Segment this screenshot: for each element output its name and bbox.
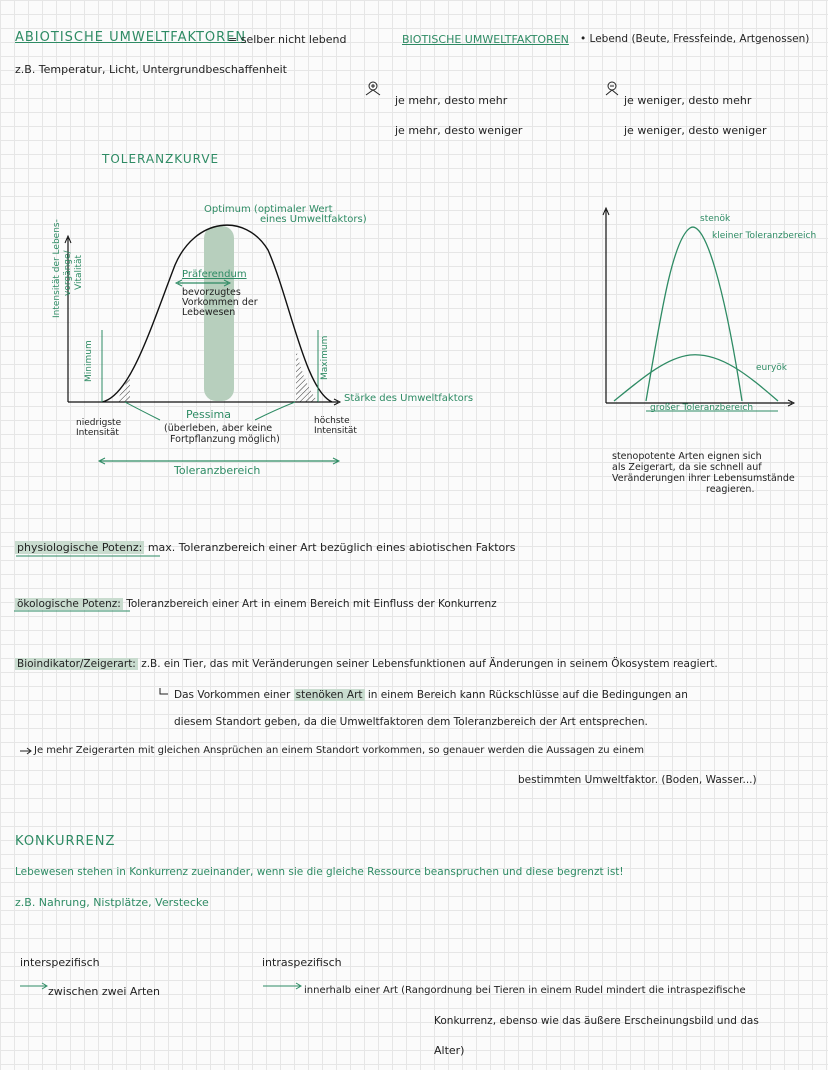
plus-relation-1: je mehr, desto mehr xyxy=(395,94,508,107)
oek-text: Toleranzbereich einer Art in einem Bereich mit Einfluss der Konkurrenz xyxy=(126,598,497,610)
x-axis-label: Stärke des Umweltfaktors xyxy=(344,393,474,404)
pessimum-hatch-right xyxy=(296,348,318,402)
arrow-icon xyxy=(20,748,31,754)
intraspecific-desc-3: Alter) xyxy=(434,1044,465,1057)
praeferendum-desc-2: Vorkommen der xyxy=(182,297,258,308)
minus-icon xyxy=(606,82,618,95)
plus-icon xyxy=(366,82,380,95)
inter-arrow-icon xyxy=(20,983,47,989)
interspecific-desc: zwischen zwei Arten xyxy=(48,985,161,998)
physiological-potency-row xyxy=(15,541,516,555)
bioindicator-row xyxy=(15,658,718,671)
praeferendum-desc-1: bevorzugtes xyxy=(182,287,241,298)
high-intensity-2: Intensität xyxy=(314,426,357,436)
euryoek-label: euryök xyxy=(756,363,787,373)
pessima-desc-2: Fortpflanzung möglich) xyxy=(170,434,280,445)
plus-relation-2: je mehr, desto weniger xyxy=(395,124,523,137)
low-intensity-1: niedrigste xyxy=(76,418,122,428)
large-range-label: großer Toleranzbereich xyxy=(650,403,754,413)
intraspecific-desc-1: innerhalb einer Art (Rangordnung bei Tieren in einem Rudel mindert die intraspezifische xyxy=(304,985,746,996)
intraspecific-desc-2: Konkurrenz, ebenso wie das äußere Erscheinungsbild und das xyxy=(434,1015,759,1027)
minus-relation-1: je weniger, desto mehr xyxy=(624,94,752,107)
tolerance-range-label: Toleranzbereich xyxy=(174,464,261,477)
stenoek-curve xyxy=(646,227,742,401)
y-axis-label-1: Intensität der Lebens- xyxy=(52,219,62,318)
pessima-label: Pessima xyxy=(186,408,231,421)
y-axis-label-2: vorgänge/ xyxy=(63,250,73,296)
abiotic-title: ABIOTISCHE UMWELTFAKTOREN xyxy=(15,30,247,45)
minus-relation-2: je weniger, desto weniger xyxy=(624,124,767,137)
interspecific-title: interspezifisch xyxy=(20,956,100,969)
arrow-line-1: Je mehr Zeigerarten mit gleichen Ansprüchen an einem Standort vorkommen, so genauer werden die Aussagen zu einem xyxy=(34,745,644,756)
bioindicator-line-2 xyxy=(174,689,688,702)
konkurrenz-title: KONKURRENZ xyxy=(15,834,116,849)
bio-line2-a: Das Vorkommen einer xyxy=(174,689,291,701)
pessimum-hatch-left xyxy=(116,372,130,402)
konkurrenz-examples: z.B. Nahrung, Nistplätze, Verstecke xyxy=(15,896,209,909)
phys-text: max. Toleranzbereich einer Art bezüglich eines abiotischen Faktors xyxy=(147,541,516,554)
steno-note-3: Veränderungen ihrer Lebensumstände xyxy=(612,473,795,484)
oek-term: ökologische Potenz: xyxy=(17,598,121,610)
konkurrenz-definition: Lebewesen stehen in Konkurrenz zueinander, wenn sie die gleiche Ressource beanspruchen und diese begrenzt ist! xyxy=(15,866,624,878)
return-arrow-icon xyxy=(160,688,168,694)
ecological-potency-row xyxy=(15,598,497,611)
stenoek-label: stenök xyxy=(700,214,731,224)
euryoek-curve xyxy=(614,355,778,401)
steno-note-4: reagieren. xyxy=(706,484,755,495)
tolerance-title: TOLERANZKURVE xyxy=(102,152,220,166)
small-range-label: kleiner Toleranzbereich xyxy=(712,231,817,241)
bio-line2-highlight: stenöken Art xyxy=(295,689,363,701)
minimum-label: Minimum xyxy=(84,340,94,382)
bio-term: Bioindikator/Zeigerart: xyxy=(17,658,136,670)
praeferendum-label: Präferendum xyxy=(182,269,247,280)
abiotic-definition: = selber nicht lebend xyxy=(228,33,347,46)
intra-arrow-icon xyxy=(263,983,301,989)
y-axis-label-3: Vitalität xyxy=(74,254,84,290)
bio-text: z.B. ein Tier, das mit Veränderungen seiner Lebensfunktionen auf Änderungen in seinem Ökosystem reagiert. xyxy=(141,658,718,670)
high-intensity-1: höchste xyxy=(314,416,350,426)
bioindicator-line-3: diesem Standort geben, da die Umweltfaktoren dem Toleranzbereich der Art entsprechen. xyxy=(174,716,648,728)
arrow-line-2: bestimmten Umweltfaktor. (Boden, Wasser...) xyxy=(518,774,757,786)
optimum-desc: eines Umweltfaktors) xyxy=(260,214,367,225)
pessima-desc-1: (überleben, aber keine xyxy=(164,423,273,434)
bio-line2-b: in einem Bereich kann Rückschlüsse auf die Bedingungen an xyxy=(367,689,688,701)
intraspecific-title: intraspezifisch xyxy=(262,956,342,969)
praeferendum-desc-3: Lebewesen xyxy=(182,307,236,318)
abiotic-examples: z.B. Temperatur, Licht, Untergrundbeschaffenheit xyxy=(15,63,287,76)
steno-note-2: als Zeigerart, da sie schnell auf xyxy=(612,462,762,473)
biotic-title: BIOTISCHE UMWELTFAKTOREN xyxy=(402,33,569,46)
optimum-label: Optimum (optimaler Wert xyxy=(204,204,333,215)
maximum-label: Maximum xyxy=(320,335,330,380)
biotic-definition: • Lebend (Beute, Fressfeinde, Artgenossen) xyxy=(580,33,810,45)
low-intensity-2: Intensität xyxy=(76,428,119,438)
phys-term: physiologische Potenz: xyxy=(17,541,143,554)
steno-note-1: stenopotente Arten eignen sich xyxy=(612,451,762,462)
